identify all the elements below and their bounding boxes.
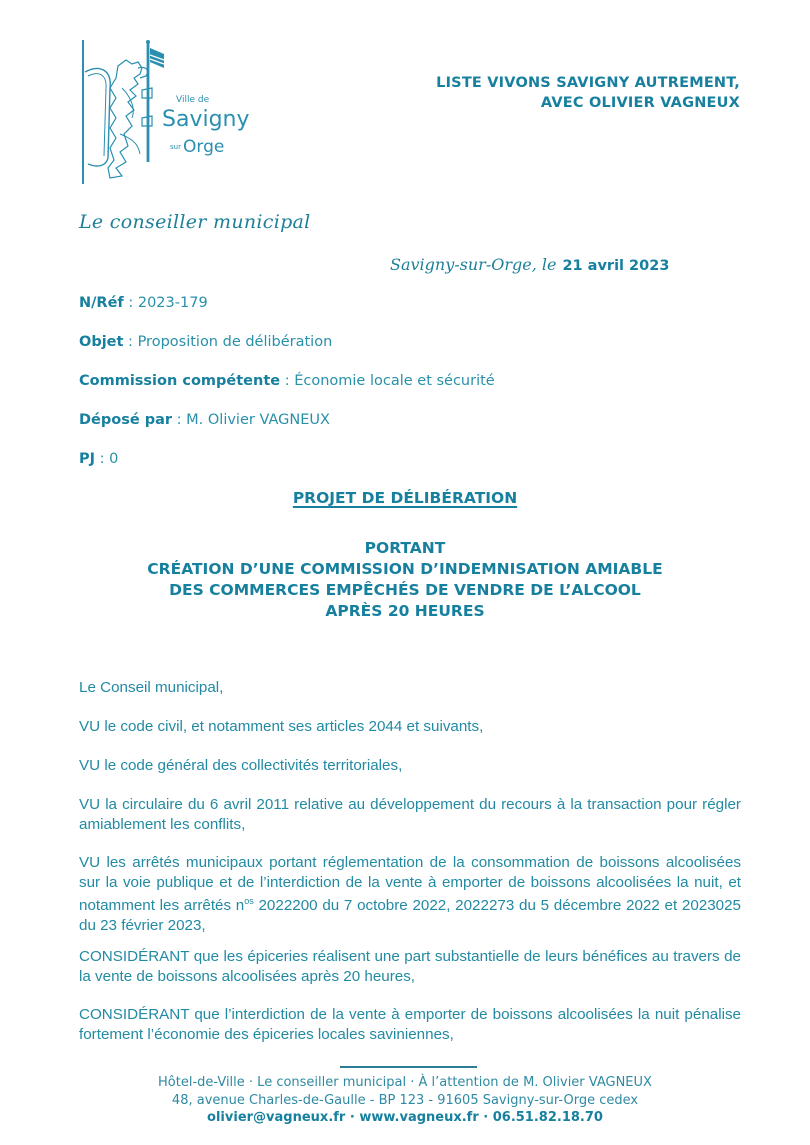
date-line <box>390 255 669 274</box>
website-link[interactable]: www.vagneux.fr <box>359 1110 479 1125</box>
logo-line3-small: sur <box>170 143 181 151</box>
body-paragraph: CONSIDÉRANT que l’interdiction de la vente à emporter de boissons alcoolisées la nuit pénalise fortement l’économie des épiceries locales saviniennes, <box>79 1006 741 1043</box>
separator: · <box>478 1110 493 1125</box>
meta-key: N/Réf <box>79 295 124 311</box>
list-name-line2: AVEC OLIVIER VAGNEUX <box>540 95 740 111</box>
footer-address: 48, avenue Charles-de-Gaulle - BP 123 - 91605 Savigny-sur-Orge cedex <box>171 1092 639 1108</box>
meta-key: Objet <box>79 334 124 350</box>
body-paragraph: VU le code général des collectivités territoriales, <box>79 757 403 774</box>
document-heading <box>0 489 810 507</box>
meta-value: M. Olivier VAGNEUX <box>186 412 330 428</box>
phone-number: 06.51.82.18.70 <box>492 1110 603 1125</box>
lion-with-banner-emblem-icon <box>80 38 250 186</box>
body-paragraph: VU le code civil, et notamment ses articles 2044 et suivants, <box>79 718 484 735</box>
subtitle-line: DES COMMERCES EMPÊCHÉS DE VENDRE DE L’ALCOOL <box>169 581 641 599</box>
body-text: 2022200 du 7 octobre 2022, 2022273 du 5 décembre 2022 et 2023025 du 23 février 2023, <box>79 897 742 934</box>
meta-key: Déposé par <box>79 412 173 428</box>
meta-attachments: PJ : 0 <box>79 451 119 467</box>
logo-line2: Savigny <box>162 107 250 132</box>
document-date: 21 avril 2023 <box>562 258 670 274</box>
separator: · <box>345 1110 360 1125</box>
body-paragraph: Le Conseil municipal, <box>79 679 224 696</box>
list-name-line1: LISTE VIVONS SAVIGNY AUTREMENT, <box>436 75 740 91</box>
footer-line1: Hôtel-de-Ville · Le conseiller municipal · À l’attention de M. Olivier VAGNEUX <box>158 1075 652 1090</box>
meta-object: Objet : Proposition de délibération <box>79 334 333 350</box>
body-paragraph <box>79 853 741 935</box>
logo-line1: Ville de <box>176 95 210 105</box>
meta-key: Commission compétente <box>79 373 281 389</box>
superscript: os <box>244 896 254 906</box>
footer-divider <box>340 1066 477 1068</box>
meta-value: 2023-179 <box>137 295 208 311</box>
city-logo <box>80 38 250 186</box>
meta-value: Économie locale et sécurité <box>294 373 495 389</box>
body-text: VU les arrêtés municipaux portant réglementation de la consommation de boissons alcoolisées sur la voie publique et de l’interdiction de la vente à emporter de boissons alcoolisées la nuit, et notamment les arrêtés n <box>79 854 741 915</box>
subtitle-line: PORTANT <box>364 539 446 557</box>
email-link[interactable]: olivier@vagneux.fr <box>207 1110 346 1125</box>
heading-text: PROJET DE DÉLIBÉRATION <box>292 489 518 507</box>
meta-reference: N/Réf : 2023-179 <box>79 295 208 311</box>
footer-contact <box>0 1109 810 1127</box>
subtitle-line: CRÉATION D’UNE COMMISSION D’INDEMNISATION AMIABLE <box>147 560 663 578</box>
meta-value: Proposition de délibération <box>137 334 333 350</box>
document-subtitle <box>0 538 810 622</box>
body-paragraph: CONSIDÉRANT que les épiceries réalisent une part substantielle de leurs bénéfices au travers de la vente de boissons alcoolisées après 20 heures, <box>79 948 741 985</box>
meta-deposited-by: Déposé par : M. Olivier VAGNEUX <box>79 412 330 428</box>
logo-line3: Orge <box>183 137 225 157</box>
subtitle-line: APRÈS 20 HEURES <box>325 602 485 620</box>
date-place: Savigny-sur-Orge, le <box>390 255 557 274</box>
sender-role: Le conseiller municipal <box>79 211 311 233</box>
meta-value: 0 <box>109 451 119 467</box>
list-name <box>436 73 740 113</box>
body-paragraph: VU la circulaire du 6 avril 2011 relative au développement du recours à la transaction pour régler amiablement les conflits, <box>79 796 741 833</box>
meta-key: PJ <box>79 451 96 467</box>
meta-commission: Commission compétente : Économie locale et sécurité <box>79 373 495 389</box>
footer <box>0 1074 810 1127</box>
